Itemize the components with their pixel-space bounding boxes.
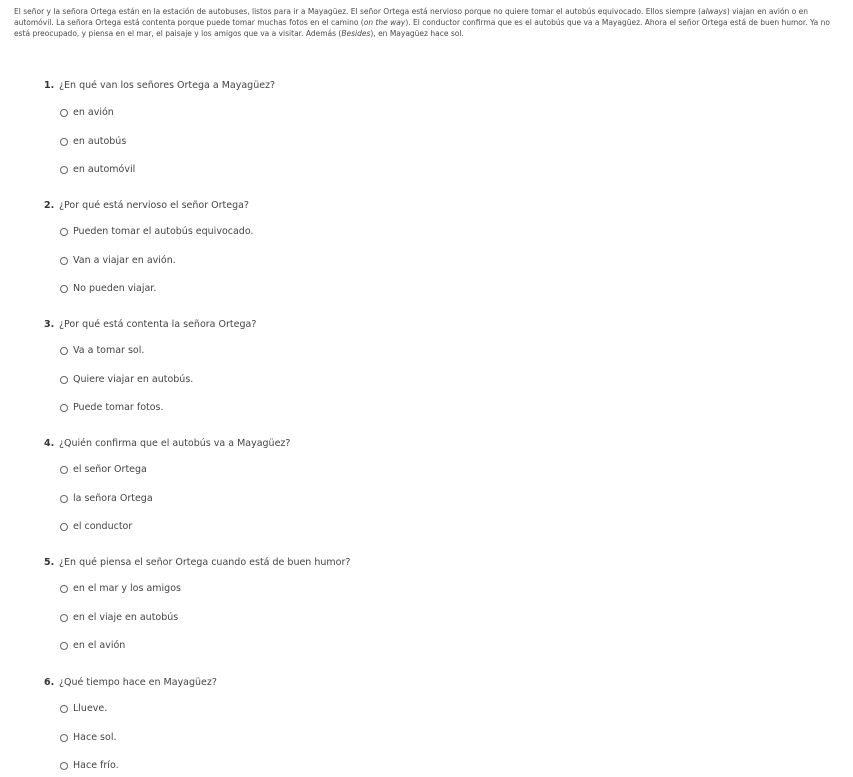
question-5-option-1[interactable] bbox=[60, 582, 181, 596]
option-label: Van a viajar en avión. bbox=[73, 255, 176, 266]
option-label: en automóvil bbox=[73, 164, 136, 175]
question-2-option-3[interactable] bbox=[60, 282, 156, 296]
radio-button-icon[interactable] bbox=[60, 734, 68, 742]
question-2-option-1[interactable] bbox=[60, 225, 254, 239]
question-6-option-1[interactable] bbox=[60, 702, 107, 716]
question-6-option-3[interactable] bbox=[60, 759, 119, 773]
passage-text-3: ). El conductor confirma que es el autobús que va a Mayagüez. Ahora el señor Ortega está de buen humor. Ya no está preocupado, y piensa en el mar, el paisaje y los amigos que va a visitar. Además ( bbox=[14, 18, 830, 38]
option-label: en autobús bbox=[73, 136, 127, 147]
question-number: 4. bbox=[44, 438, 55, 449]
option-label: No pueden viajar. bbox=[73, 283, 157, 294]
question-1-option-2[interactable] bbox=[60, 135, 126, 149]
option-label: Hace frío. bbox=[73, 760, 119, 771]
question-3-option-3[interactable] bbox=[60, 401, 164, 415]
passage-gloss-on-the-way: on the way bbox=[363, 18, 406, 27]
question-number: 5. bbox=[44, 557, 55, 568]
radio-button-icon[interactable] bbox=[60, 138, 68, 146]
radio-button-icon[interactable] bbox=[60, 257, 68, 265]
radio-button-icon[interactable] bbox=[60, 705, 68, 713]
option-label: Hace sol. bbox=[73, 732, 117, 743]
question-text: ¿En qué van los señores Ortega a Mayagüez? bbox=[59, 80, 276, 91]
question-1-option-1[interactable] bbox=[60, 106, 114, 120]
option-label: en el viaje en autobús bbox=[73, 612, 179, 623]
question-1-title bbox=[44, 79, 275, 93]
option-label: el conductor bbox=[73, 521, 133, 532]
question-text: ¿Por qué está contenta la señora Ortega? bbox=[59, 319, 257, 330]
question-3-title bbox=[44, 318, 256, 332]
passage-gloss-besides: Besides bbox=[341, 29, 371, 38]
radio-button-icon[interactable] bbox=[60, 585, 68, 593]
question-text: ¿Quién confirma que el autobús va a Mayagüez? bbox=[59, 438, 291, 449]
radio-button-icon[interactable] bbox=[60, 614, 68, 622]
question-text: ¿Por qué está nervioso el señor Ortega? bbox=[59, 200, 249, 211]
option-label: Va a tomar sol. bbox=[73, 345, 145, 356]
passage-gloss-always: always bbox=[701, 7, 727, 16]
option-label: Pueden tomar el autobús equivocado. bbox=[73, 226, 254, 237]
radio-button-icon[interactable] bbox=[60, 404, 68, 412]
option-label: en avión bbox=[73, 107, 114, 118]
passage-text-2: ) viajan en avión o en automóvil. La señora Ortega está contenta porque puede tomar muchas fotos en el camino ( bbox=[14, 7, 809, 27]
question-1-option-3[interactable] bbox=[60, 163, 135, 177]
option-label: en el avión bbox=[73, 640, 126, 651]
radio-button-icon[interactable] bbox=[60, 495, 68, 503]
option-label: en el mar y los amigos bbox=[73, 583, 181, 594]
question-3-option-2[interactable] bbox=[60, 373, 193, 387]
radio-button-icon[interactable] bbox=[60, 762, 68, 770]
question-text: ¿En qué piensa el señor Ortega cuando está de buen humor? bbox=[59, 557, 351, 568]
question-2-option-2[interactable] bbox=[60, 254, 176, 268]
question-number: 2. bbox=[44, 200, 55, 211]
question-4-option-3[interactable] bbox=[60, 520, 132, 534]
question-number: 3. bbox=[44, 319, 55, 330]
question-number: 1. bbox=[44, 80, 55, 91]
option-label: el señor Ortega bbox=[73, 464, 147, 475]
passage-text-1: El señor y la señora Ortega están en la estación de autobuses, listos para ir a Mayagüez. El señor Ortega está nervioso porque no quiere tomar el autobús equivocado. Ellos siempre ( bbox=[14, 7, 702, 16]
radio-button-icon[interactable] bbox=[60, 523, 68, 531]
question-3-option-1[interactable] bbox=[60, 344, 144, 358]
radio-button-icon[interactable] bbox=[60, 376, 68, 384]
question-5-option-3[interactable] bbox=[60, 639, 125, 653]
question-text: ¿Qué tiempo hace en Mayagüez? bbox=[59, 677, 217, 688]
question-6-title bbox=[44, 676, 217, 690]
passage-text-4: ), en Mayagüez hace sol. bbox=[370, 29, 464, 38]
radio-button-icon[interactable] bbox=[60, 285, 68, 293]
question-2-title bbox=[44, 199, 249, 213]
option-label: la señora Ortega bbox=[73, 493, 153, 504]
radio-button-icon[interactable] bbox=[60, 228, 68, 236]
question-number: 6. bbox=[44, 677, 55, 688]
question-6-option-2[interactable] bbox=[60, 731, 116, 745]
radio-button-icon[interactable] bbox=[60, 109, 68, 117]
question-4-option-2[interactable] bbox=[60, 492, 153, 506]
question-5-option-2[interactable] bbox=[60, 611, 178, 625]
option-label: Quiere viajar en autobús. bbox=[73, 374, 194, 385]
radio-button-icon[interactable] bbox=[60, 466, 68, 474]
question-4-title bbox=[44, 437, 290, 451]
radio-button-icon[interactable] bbox=[60, 347, 68, 355]
question-5-title bbox=[44, 556, 350, 570]
option-label: Llueve. bbox=[73, 703, 108, 714]
question-4-option-1[interactable] bbox=[60, 463, 147, 477]
option-label: Puede tomar fotos. bbox=[73, 402, 164, 413]
radio-button-icon[interactable] bbox=[60, 642, 68, 650]
radio-button-icon[interactable] bbox=[60, 166, 68, 174]
